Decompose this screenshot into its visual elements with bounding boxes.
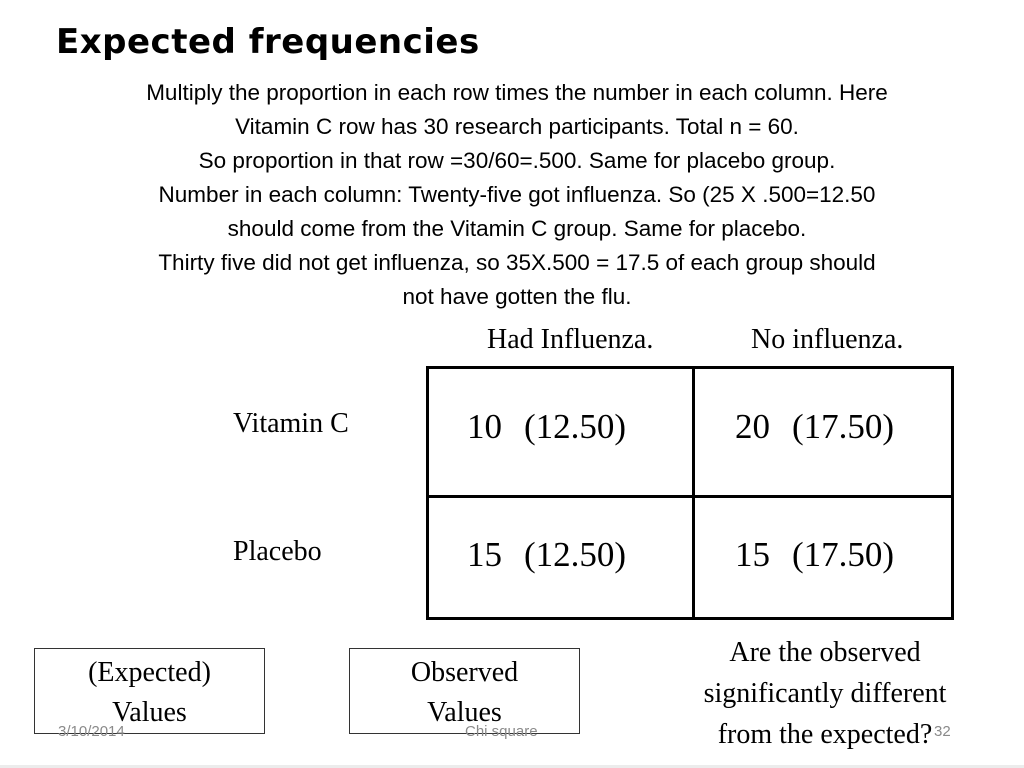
question-line: Are the observed xyxy=(729,637,921,668)
slide-body xyxy=(30,76,1004,314)
expected-value: (17.50) xyxy=(792,535,895,574)
expected-box-line: Values xyxy=(112,697,187,728)
observed-box-line: Observed xyxy=(410,657,519,688)
question-line: from the expected? xyxy=(717,719,933,750)
row-label-vitamin-c: Vitamin C xyxy=(233,408,349,439)
observed-values-box xyxy=(349,648,580,734)
observed-value: 10 xyxy=(467,407,502,446)
table-divider-vertical xyxy=(692,369,695,617)
expected-box-line: (Expected) xyxy=(88,657,211,688)
row-label-placebo: Placebo xyxy=(233,536,322,567)
observed-value: 15 xyxy=(467,535,502,574)
observed-box-line: Values xyxy=(427,697,502,728)
observed-value: 15 xyxy=(735,535,770,574)
contingency-table xyxy=(426,366,954,620)
body-line: should come from the Vitamin C group. Same for placebo. xyxy=(227,216,807,241)
slide-title: Expected frequencies xyxy=(56,22,480,62)
body-line: not have gotten the flu. xyxy=(402,284,632,309)
column-header-had-influenza: Had Influenza. xyxy=(487,324,654,355)
observed-value: 20 xyxy=(735,407,770,446)
footer-page-number: 32 xyxy=(934,723,951,740)
question-line: significantly different xyxy=(703,678,947,709)
expected-value: (12.50) xyxy=(524,535,627,574)
table-cell xyxy=(467,407,626,447)
body-line: Multiply the proportion in each row times the number in each column. Here xyxy=(146,80,888,105)
footer-topic: Chi square xyxy=(465,723,538,740)
expected-value: (17.50) xyxy=(792,407,895,446)
expected-value: (12.50) xyxy=(524,407,627,446)
table-cell xyxy=(467,535,626,575)
table-divider-horizontal xyxy=(429,495,951,498)
body-line: Vitamin C row has 30 research participants. Total n = 60. xyxy=(235,114,799,139)
body-line: Thirty five did not get influenza, so 35X.500 = 17.5 of each group should xyxy=(158,250,876,275)
column-header-no-influenza: No influenza. xyxy=(751,324,904,355)
table-cell xyxy=(735,407,894,447)
footer-date: 3/10/2014 xyxy=(58,723,125,740)
question-text xyxy=(660,632,990,755)
expected-values-box xyxy=(34,648,265,734)
body-line: Number in each column: Twenty-five got influenza. So (25 X .500=12.50 xyxy=(158,182,876,207)
body-line: So proportion in that row =30/60=.500. Same for placebo group. xyxy=(198,148,836,173)
table-cell xyxy=(735,535,894,575)
